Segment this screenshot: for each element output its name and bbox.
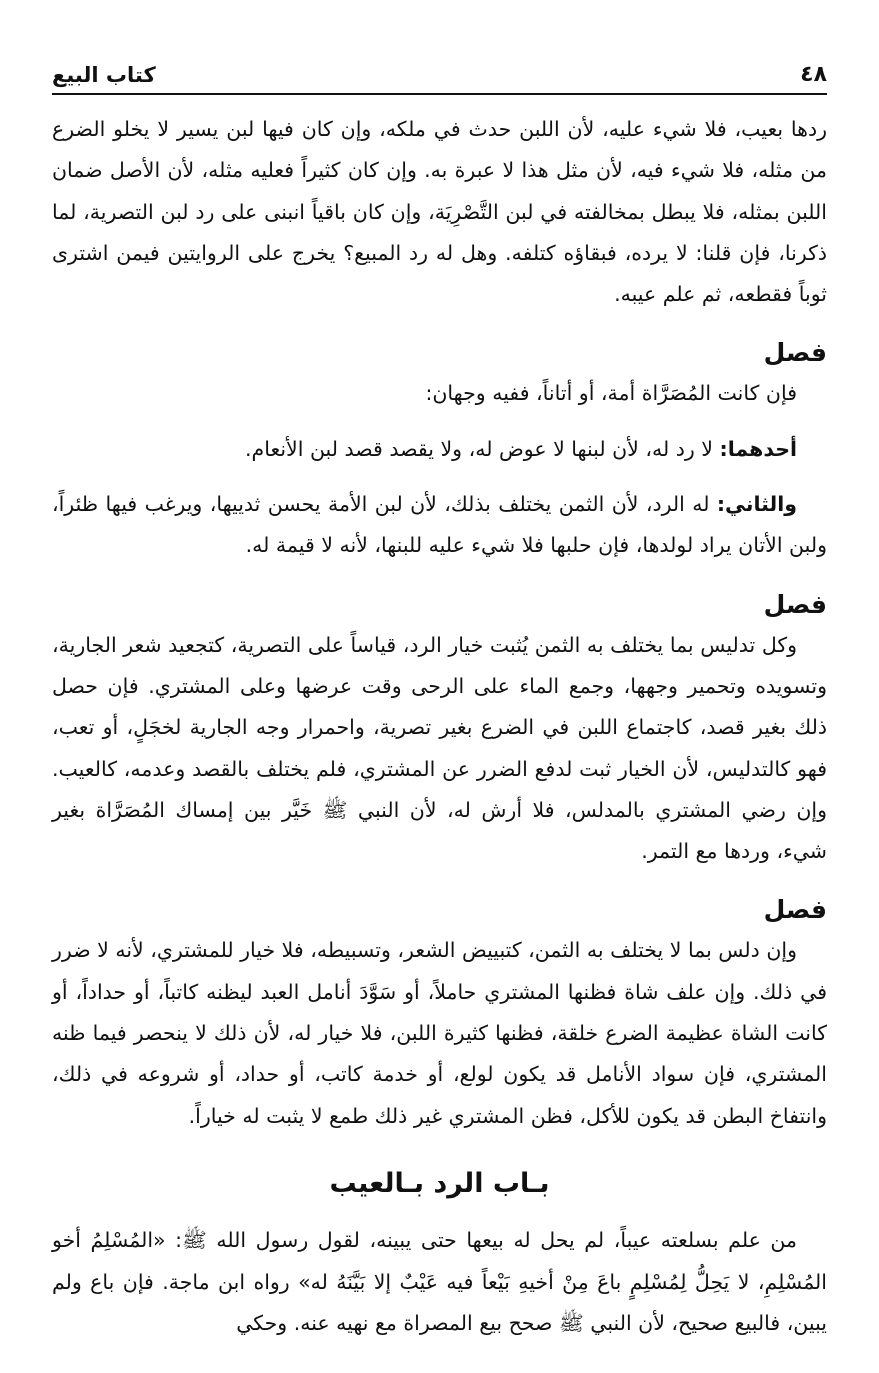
section-heading-2: فصل <box>763 589 827 619</box>
section-2-text: وكل تدليس بما يختلف به الثمن يُثبت خيار الرد، قياساً على التصرية، كتجعيد شعر الجارية، وتسويده وتحمير وجهها، وجمع الماء على الرحى وقت عرضها وعلى المشتري. فإن حصل ذلك بغير قصد، كاجتماع اللبن في الضرع بغير تصرية، واحمرار وجه الجارية لخجَلٍ، أو تعب، فهو كالتدليس، لأن الخيار ثبت لدفع الضرر عن المشتري، فلم يختلف بالقصد وعدمه، كالعيب. وإن رضي المشتري بالمدلس، فلا أرش له، لأن النبي ﷺ خَيَّر بين إمساك المُصَرَّاة بغير شيء، وردها مع التمر. <box>52 632 827 864</box>
page-header <box>52 62 827 95</box>
section-3-text: وإن دلس بما لا يختلف به الثمن، كتبييض الشعر، وتسبيطه، فلا خيار للمشتري، لأنه لا ضرر في ذلك. وإن علف شاة فظنها المشتري حاملاً، أو سَوَّدَ أنامل العبد ليظنه كاتباً، أو حداداً، أو كانت الشاة عظيمة الضرع خلقة، فظنها كثيرة اللبن، فلا خيار له، لأن ذلك لا ينحصر فيما ظنه المشتري، فإن سواد الأنامل قد يكون لولع، أو خدمة كاتب، أو حداد، أو شروعه في ذلك، وانتفاخ البطن قد يكون للأكل، فظن المشتري غير ذلك طمع لا يثبت له خياراً. <box>52 938 827 1128</box>
opening-paragraph: ردها بعيب، فلا شيء عليه، لأن اللبن حدث في ملكه، وإن كان فيها لبن يسير لا يخلو الضرع من مثله، فلا شيء فيه، لأن مثل هذا لا عبرة به. وإن كان كثيراً فعليه مثله، لأن الأصل ضمان اللبن بمثله، فلا يبطل بمخالفته في لبن التَّصْرِيَة، وإن كان باقياً انبنى على رد لبن التصرية، لما ذكرنا، فإن قلنا: لا يرده، فبقاؤه كتلفه. وهل له رد المبيع؟ يخرج على الروايتين فيمن اشترى ثوباً فقطعه، ثم علم عيبه. <box>52 117 827 307</box>
first-view-text: لا رد له، لأن لبنها لا عوض له، ولا يقصد قصد لبن الأنعام. <box>244 436 720 461</box>
section-heading-3: فصل <box>763 895 827 925</box>
second-view-label: والثاني: <box>716 492 797 517</box>
page-number: ٤٨ <box>800 62 827 87</box>
first-view-label: أحدهما: <box>719 436 797 461</box>
section-heading-1: فصل <box>763 338 827 368</box>
second-view-text: له الرد، لأن الثمن يختلف بذلك، لأن لبن الأمة يحسن ثدييها، ويرغب فيها ظئراً، ولبن الأتان يراد لولدها، فإن حلبها فلا شيء عليه للبنها، لأنه لا قيمة له. <box>52 492 827 558</box>
section-1-intro: فإن كانت المُصَرَّاة أمة، أو أتاناً، ففيه وجهان: <box>425 381 797 406</box>
running-title: كتاب البيع <box>52 63 156 87</box>
section-1-first-view <box>52 429 827 470</box>
section-1-second-view <box>52 484 827 567</box>
chapter-title: بـاب الرد بـالعيب <box>329 1167 550 1199</box>
chapter-text: من علم بسلعته عيباً، لم يحل له بيعها حتى يبينه، لقول رسول الله ﷺ: «المُسْلِمُ أخو المُسْلِمِ، لا يَحِلُّ لِمُسْلِمٍ باعَ مِنْ أخيهِ بَيْعاً فيه عَيْبٌ إلا بَيَّنَهُ له» رواه ابن ماجة. فإن باع ولم يبين، فالبيع صحيح، لأن النبي ﷺ صحح بيع المصراة مع نهيه عنه. وحكي <box>52 1228 827 1335</box>
page-body <box>52 109 827 1344</box>
